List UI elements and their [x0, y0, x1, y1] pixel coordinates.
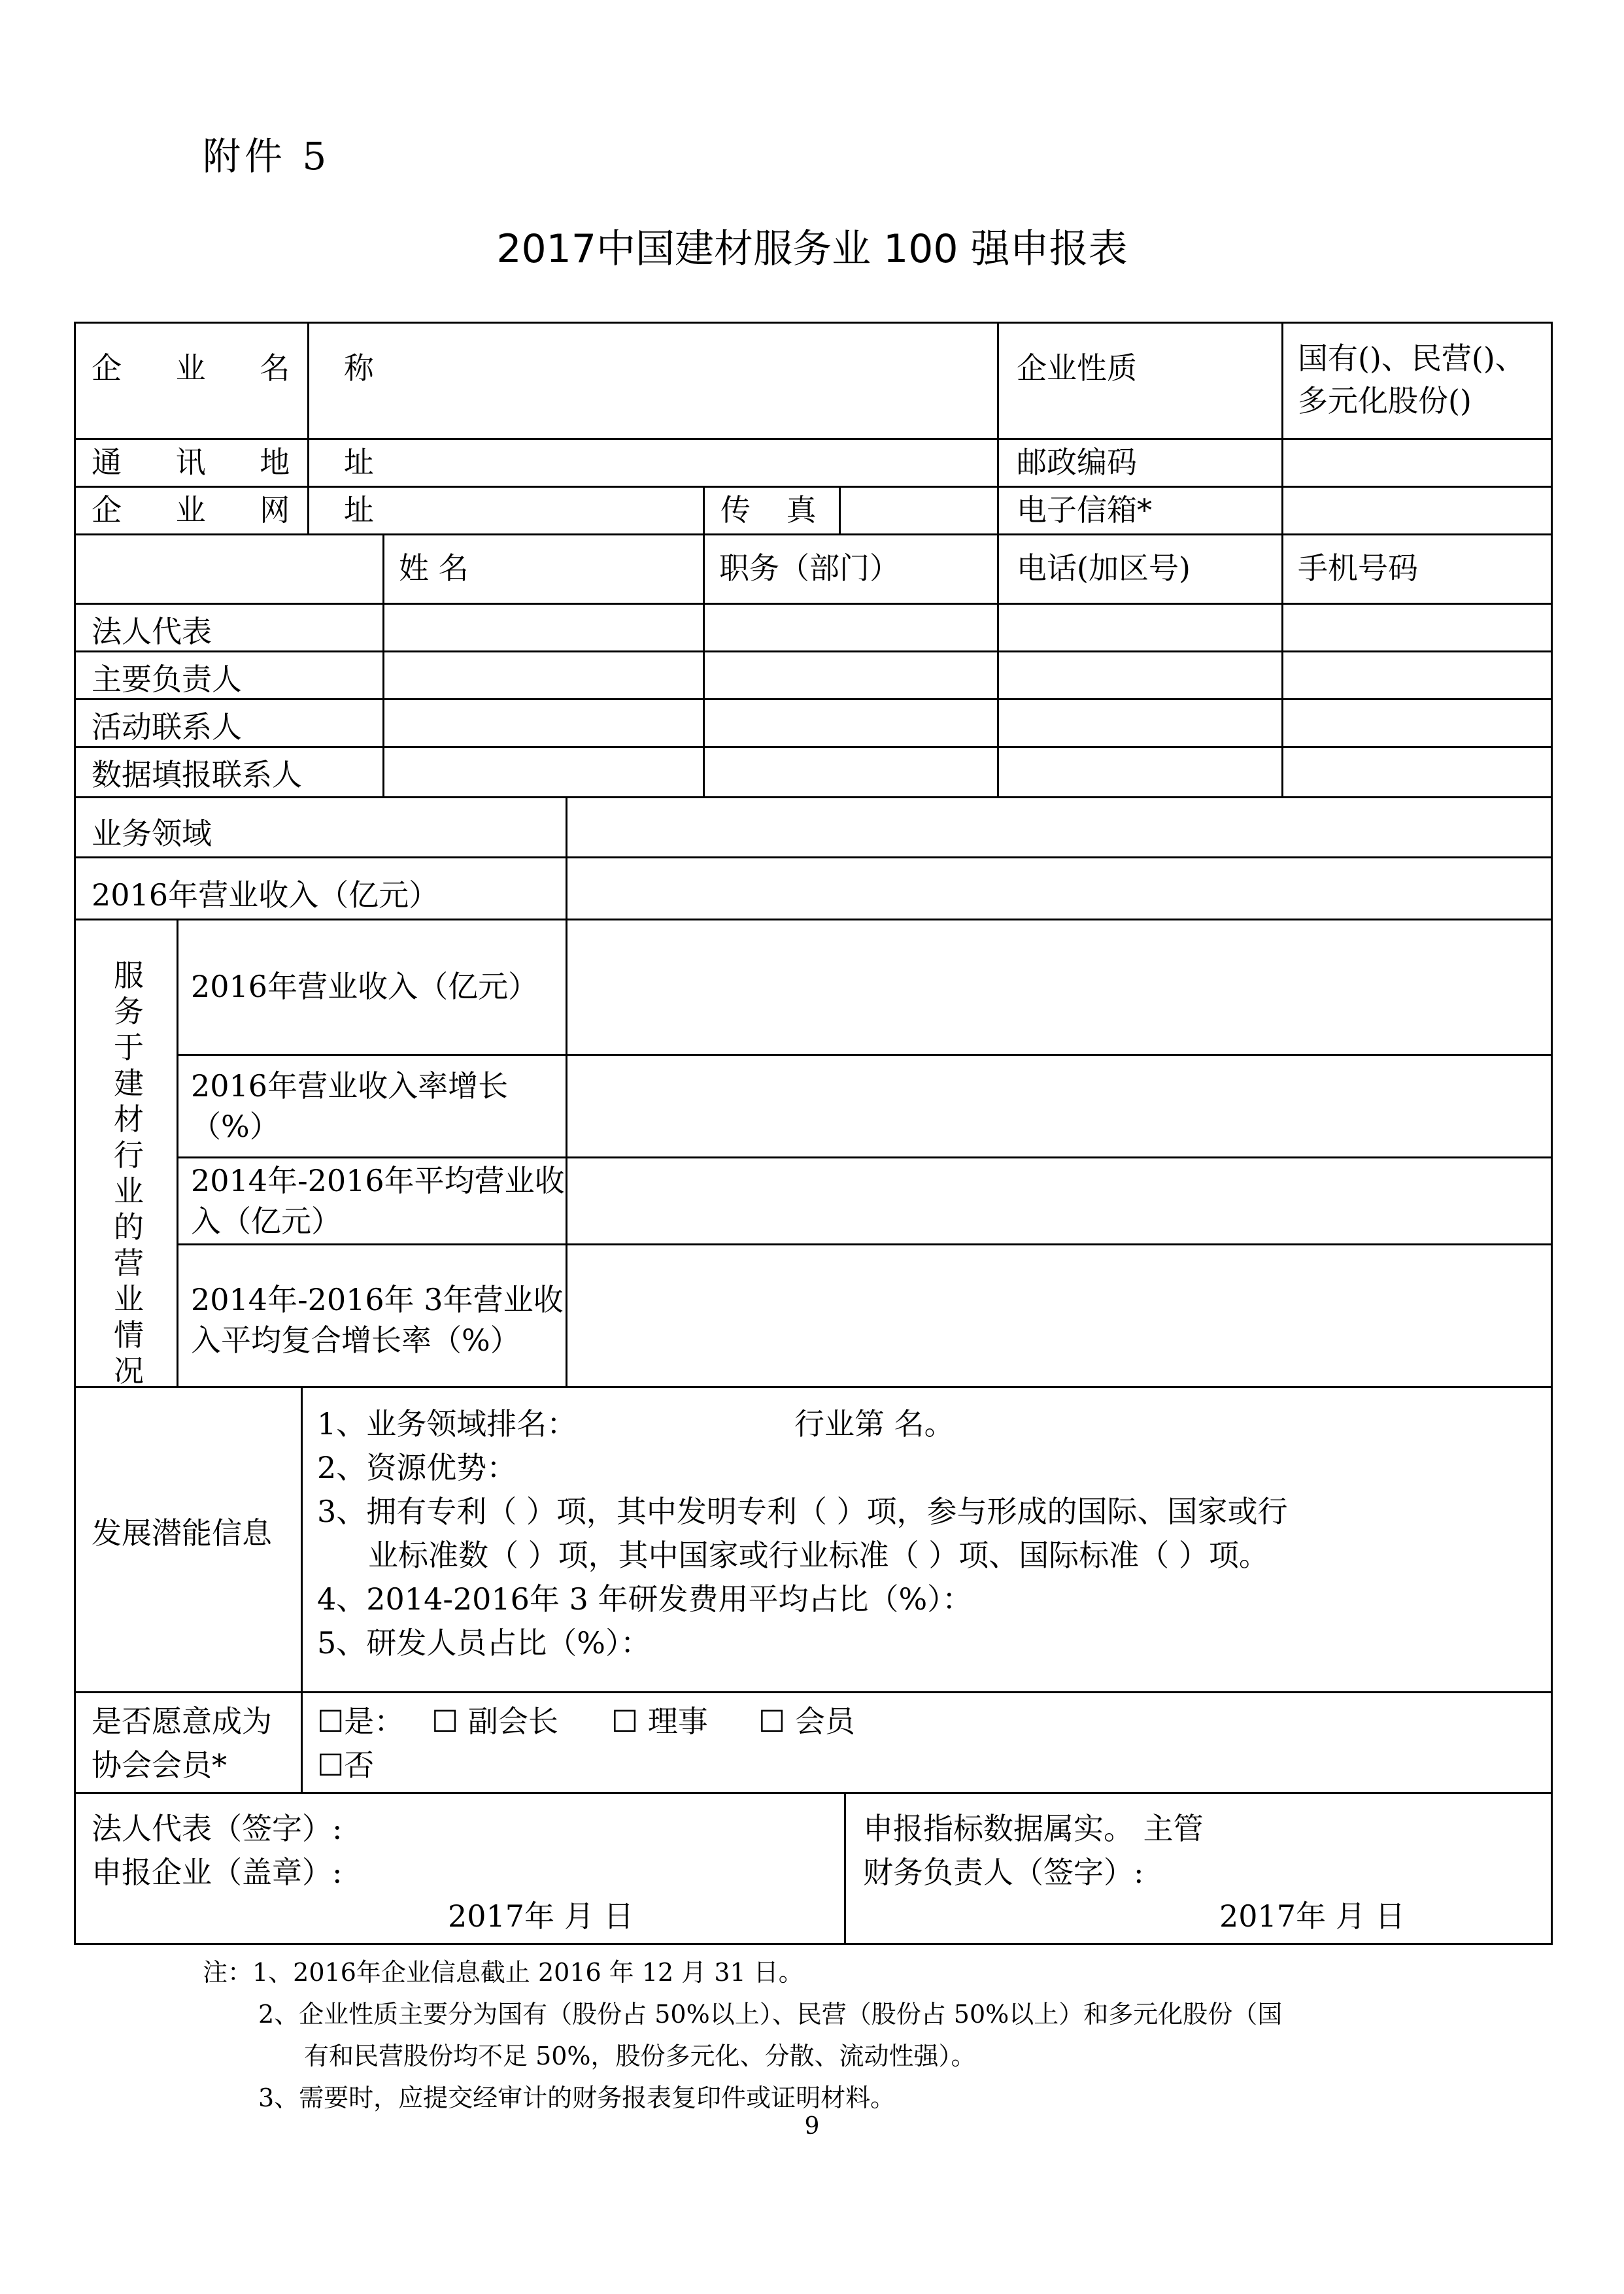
- contact-header-mobile: 手机号码: [1298, 550, 1418, 586]
- legal-rep-signature-label: 法人代表（签字）:: [92, 1811, 343, 1846]
- membership-label-line1: 是否愿意成为: [92, 1704, 272, 1739]
- industry-growth-label-line1: 2016年营业收入率增长: [191, 1068, 509, 1104]
- membership-vice-president-checkbox[interactable]: ☐ 副会长: [431, 1704, 558, 1739]
- business-field-label: 业务领域: [92, 816, 212, 851]
- signature-date-right: 2017年 月 日: [1219, 1898, 1406, 1934]
- industry-service-side-label: 服务于建材行业的营业情况: [114, 958, 144, 1389]
- potential-line3: 3、拥有专利（ ）项，其中发明专利（ ）项，参与形成的国际、国家或行: [317, 1494, 1288, 1529]
- potential-line1-rank: 行业第 名。: [794, 1406, 955, 1442]
- potential-line4: 业标准数（ ）项，其中国家或行业标准（ ）项、国际标准（ ）项。: [368, 1538, 1269, 1573]
- potential-line2: 2、资源优势：: [317, 1450, 517, 1485]
- company-name-label: 企 业 名 称: [92, 350, 396, 386]
- membership-label-line2: 协会会员*: [92, 1747, 227, 1783]
- role-data-contact: 数据填报联系人: [92, 757, 302, 792]
- role-legal-representative: 法人代表: [92, 614, 212, 649]
- contact-header-position: 职务（部门）: [719, 550, 900, 586]
- form-title: 2017中国建材服务业 100 强申报表: [496, 226, 1128, 272]
- note-2: 2、企业性质主要分为国有（股份占 50%以上）、民营（股份占 50%以上）和多元化股份（国: [258, 2000, 1283, 2029]
- finance-head-signature-label: 财务负责人（签字）:: [863, 1855, 1144, 1890]
- membership-yes-checkbox[interactable]: ☐是：: [317, 1704, 405, 1739]
- company-seal-label: 申报企业（盖章）:: [92, 1855, 343, 1890]
- industry-cagr-label-line2: 入平均复合增长率（%）: [191, 1323, 520, 1358]
- industry-avg-label-line2: 入（亿元）: [191, 1204, 341, 1239]
- note-1: 注：1、2016年企业信息截止 2016 年 12 月 31 日。: [203, 1958, 804, 1987]
- website-label: 企 业 网 址: [92, 492, 396, 528]
- membership-member-checkbox[interactable]: ☐ 会员: [758, 1704, 855, 1739]
- contact-header-name: 姓 名: [399, 550, 469, 586]
- email-label: 电子信箱*: [1017, 492, 1152, 528]
- role-principal: 主要负责人: [92, 662, 242, 697]
- signature-date-left: 2017年 月 日: [448, 1898, 634, 1934]
- postcode-label: 邮政编码: [1017, 445, 1137, 480]
- industry-cagr-label-line1: 2014年-2016年 3年营业收: [191, 1282, 564, 1317]
- industry-growth-label-line2: （%）: [191, 1109, 280, 1144]
- revenue-2016-label: 2016年营业收入（亿元）: [92, 877, 439, 913]
- membership-no-checkbox[interactable]: ☐否: [317, 1747, 375, 1783]
- annex-label: 附件 5: [203, 134, 331, 178]
- page-number: 9: [804, 2113, 820, 2140]
- nature-options-line1: 国有()、民营()、: [1298, 341, 1525, 376]
- potential-line5: 4、2014-2016年 3 年研发费用平均占比（%）：: [317, 1581, 973, 1617]
- nature-options-line2: 多元化股份(): [1298, 383, 1472, 418]
- note-3: 3、需要时，应提交经审计的财务报表复印件或证明材料。: [258, 2083, 896, 2112]
- potential-line1: 1、业务领域排名：: [317, 1406, 577, 1442]
- address-label: 通 讯 地 址: [92, 445, 396, 480]
- company-nature-label: 企业性质: [1017, 350, 1137, 386]
- fax-label: 传 真: [720, 492, 830, 528]
- contact-header-phone: 电话(加区号): [1017, 550, 1191, 586]
- industry-avg-label-line1: 2014年-2016年平均营业收: [191, 1163, 565, 1198]
- potential-label: 发展潜能信息: [92, 1515, 272, 1551]
- role-event-contact: 活动联系人: [92, 709, 242, 745]
- membership-director-checkbox[interactable]: ☐ 理事: [611, 1704, 708, 1739]
- industry-revenue-2016-label: 2016年营业收入（亿元）: [191, 969, 539, 1004]
- potential-line6: 5、研发人员占比（%）：: [317, 1625, 651, 1661]
- note-2-continued: 有和民营股份均不足 50%，股份多元化、分散、流动性强）。: [304, 2042, 976, 2070]
- data-declaration: 申报指标数据属实。 主管: [863, 1811, 1204, 1846]
